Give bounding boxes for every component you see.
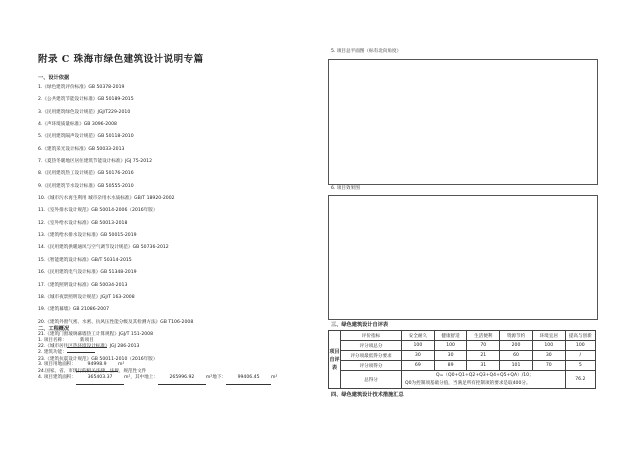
basis-item: 19.《建筑幕墙》GB 21086-2007 [38, 307, 110, 313]
basis-item: 5.《民用建筑隔声设计规范》GB 50118-2010 [38, 134, 134, 140]
basis-item: 3.《民用建筑绿色设计规范》JGJ/T229-2010 [38, 109, 131, 115]
table-row: 评分项总分 100 100 70 200 100 100 [329, 341, 596, 351]
formula-cell: Q=（Q0+Q1+Q2+Q3+Q4+Q5+QA）/10； Q0为控制项基础分值，当满足所有控制项的要求是取400分。 [402, 371, 566, 389]
basis-item: 11.《室外排水设计规范》GB 50014-2006（2016年版） [38, 208, 158, 214]
below-ground-field[interactable]: 99406.45 [226, 372, 271, 385]
land-area-field[interactable]: 94998.9 [76, 359, 118, 372]
rendering-box [328, 195, 598, 320]
total-row: 总得分 Q=（Q0+Q1+Q2+Q3+Q4+Q5+QA）/10； Q0为控制项基础分值，当满足所有控制项的要求是取400分。 76.2 [329, 371, 596, 389]
building-area-field[interactable]: 365403.37 [76, 372, 124, 385]
section4-heading: 四、绿色建筑设计技术措施汇总 [331, 392, 404, 398]
basis-item: 24.国家、省、市现行的相关法律、法规、规范性文件 [38, 368, 147, 374]
land-area-row: 3. 项目用地面积： 94998.9 m² [38, 359, 124, 372]
basis-item: 21.《建筑门窗玻璃幕墙热工计算规程》JGJ/T 151-2008 [38, 331, 154, 337]
basis-item: 10.《城市污水再生利用 城市杂用水水质标准》GB/T 18920-2002 [38, 196, 175, 202]
building-area-row: 4. 项目建筑面积： 365403.37 m²，其中地上： 265996.92 m²地下： 99406.45 m² [38, 372, 277, 385]
basis-item: 6.《建筑采光设计标准》GB 50033-2013 [38, 146, 125, 152]
basis-item: 23.《建筑抗震设计规范》GB 50011-2010（2016年版） [38, 356, 158, 362]
site-plan-label: 5. 项目总平面图（标有北向角度） [331, 49, 402, 54]
table-row: 评分项最低得分要求 30 30 21 60 30 / [329, 351, 596, 361]
table-row: 评分项得分 69 89 31 101 70 5 [329, 361, 596, 371]
basis-item: 14.《民用建筑供暖通风与空气调节设计规范》GB 50736-2012 [38, 245, 169, 251]
basis-item: 1.《绿色建筑评价标准》GB 50378-2019 [38, 85, 125, 90]
basis-item: 18.《城市夜景照明设计规范》JGJ/T 163-2008 [38, 294, 135, 300]
function-field[interactable] [67, 347, 95, 353]
site-plan-box [328, 59, 598, 185]
basis-item: 22.《城市居住区热环境设计标准》JGJ 286-2013 [38, 344, 140, 350]
basis-item: 20.《建筑外窗气密、水密、抗风压性能分级及其检测方法》GB T106-2008 [38, 319, 194, 325]
basis-item: 17.《建筑照明设计标准》GB 50034-2013 [38, 282, 128, 288]
section1-heading: 一、设计依据 [38, 75, 70, 81]
section2-heading: 二、工程概况 [38, 326, 70, 332]
basis-item: 15.《智能建筑设计标准》GB/T 50314-2015 [38, 257, 132, 263]
basis-item: 8.《民用建筑热工设计规范》GB 50176-2016 [38, 171, 134, 177]
table-header-row: 项目自评表 评价指标 安全耐久 健康舒适 生活便利 资源节约 环境宜居 提高与创新 [329, 331, 596, 341]
rendering-label: 6. 项目效果图 [331, 186, 360, 191]
side-label: 项目自评表 [329, 331, 341, 389]
basis-item: 2.《公共建筑节能设计标准》GB 50189-2015 [38, 97, 134, 103]
basis-item: 7.《夏热冬暖地区居住建筑节能设计标准》JGJ 75-2012 [38, 159, 152, 165]
basis-list [38, 82, 193, 378]
above-ground-field[interactable]: 265996.92 [158, 372, 206, 385]
project-name-field[interactable]: 新项目 [67, 335, 107, 348]
basis-item: 4.《声环境质量标准》GB 3096-2008 [38, 122, 117, 128]
basis-item: 9.《民用建筑节水设计标准》GB 50555-2010 [38, 183, 134, 189]
basis-item: 16.《民用建筑电气设计标准》GB 51348-2019 [38, 270, 137, 276]
page-title: 附录 C 珠海市绿色建筑设计说明专篇 [38, 54, 204, 65]
self-evaluation-table [328, 330, 596, 389]
basis-item: 13.《建筑给水排水设计标准》GB 50015-2019 [38, 233, 137, 239]
project-name-row: 1. 项目名称： 新项目 [38, 335, 107, 348]
basis-item: 12.《室外给水设计标准》GB 50013-2018 [38, 220, 128, 226]
section3-heading: 三、绿色建筑设计自评表 [331, 322, 389, 328]
function-row: 2. 建筑功能： [38, 347, 95, 359]
total-score: 76.2 [565, 371, 595, 389]
